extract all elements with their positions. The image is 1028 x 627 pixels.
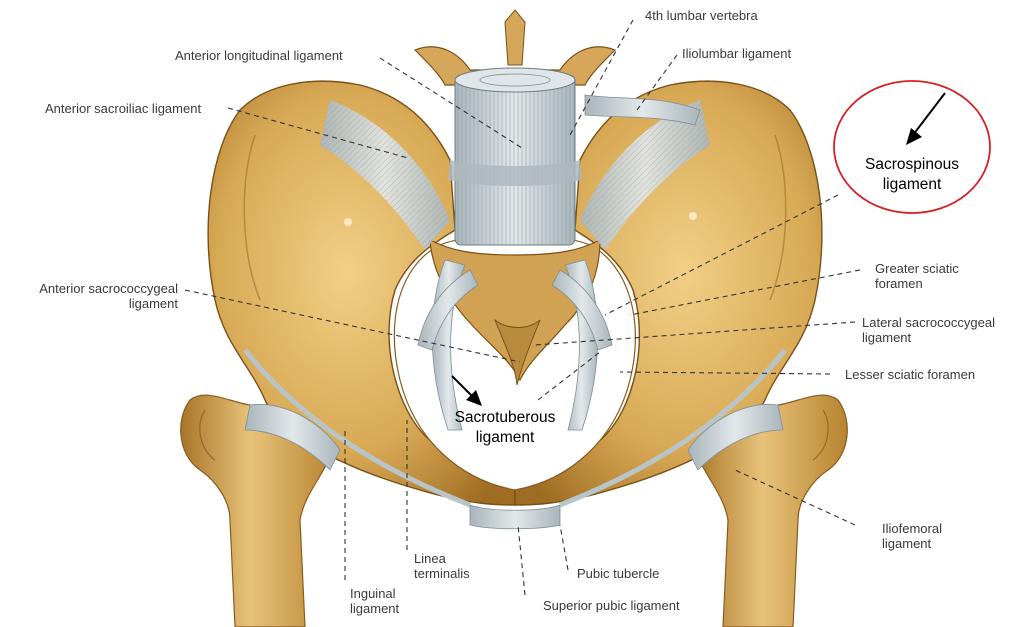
label-linea-terminalis	[414, 551, 470, 581]
label-anterior-longitudinal-ligament: Anterior longitudinal ligament	[175, 48, 343, 63]
label-lateral-sacrococcygeal-line1: Lateral sacrococcygeal	[862, 315, 995, 330]
label-pubic-tubercle: Pubic tubercle	[577, 566, 660, 581]
label-inguinal-ligament	[350, 586, 399, 616]
label-lesser-sciatic-foramen: Lesser sciatic foramen	[845, 367, 976, 382]
arrow-icon-sacrospinous	[906, 93, 945, 145]
label-greater-sciatic-foramen	[875, 261, 959, 291]
label-anterior-sacrococcygeal-line2: ligament	[128, 296, 178, 311]
label-linea-terminalis-line2: terminalis	[414, 566, 470, 581]
label-sacrotuberous-line2: ligament	[475, 429, 535, 446]
label-sacrospinous-line1: Sacrospinous	[865, 156, 959, 173]
label-sacrotuberous-ligament	[430, 408, 580, 448]
label-inguinal-line1: Inguinal	[350, 586, 396, 601]
label-inguinal-line2: ligament	[350, 601, 400, 616]
label-sacrotuberous-line1: Sacrotuberous	[454, 409, 556, 426]
label-linea-terminalis-line1: Linea	[414, 551, 446, 566]
label-4th-lumbar-vertebra: 4th lumbar vertebra	[645, 8, 758, 23]
label-sacrospinous-ligament	[842, 155, 982, 195]
label-iliofemoral-line2: ligament	[882, 536, 932, 551]
label-greater-sciatic-line1: Greater sciatic	[875, 261, 959, 276]
label-iliolumbar-ligament: Iliolumbar ligament	[682, 46, 792, 61]
label-anterior-sacrococcygeal-line1: Anterior sacrococcygeal	[39, 281, 178, 296]
label-anterior-sacroiliac-ligament: Anterior sacroiliac ligament	[45, 101, 202, 116]
label-lateral-sacrococcygeal-line2: ligament	[862, 330, 912, 345]
label-anterior-sacrococcygeal-ligament	[8, 281, 178, 311]
label-greater-sciatic-line2: foramen	[875, 276, 923, 291]
label-iliofemoral-ligament	[882, 521, 942, 551]
superior-pubic-ligament-band	[470, 505, 560, 529]
label-sacrospinous-line2: ligament	[882, 176, 942, 193]
label-superior-pubic-ligament: Superior pubic ligament	[543, 598, 680, 613]
label-lateral-sacrococcygeal-ligament	[862, 315, 995, 345]
label-iliofemoral-line1: Iliofemoral	[882, 521, 942, 536]
